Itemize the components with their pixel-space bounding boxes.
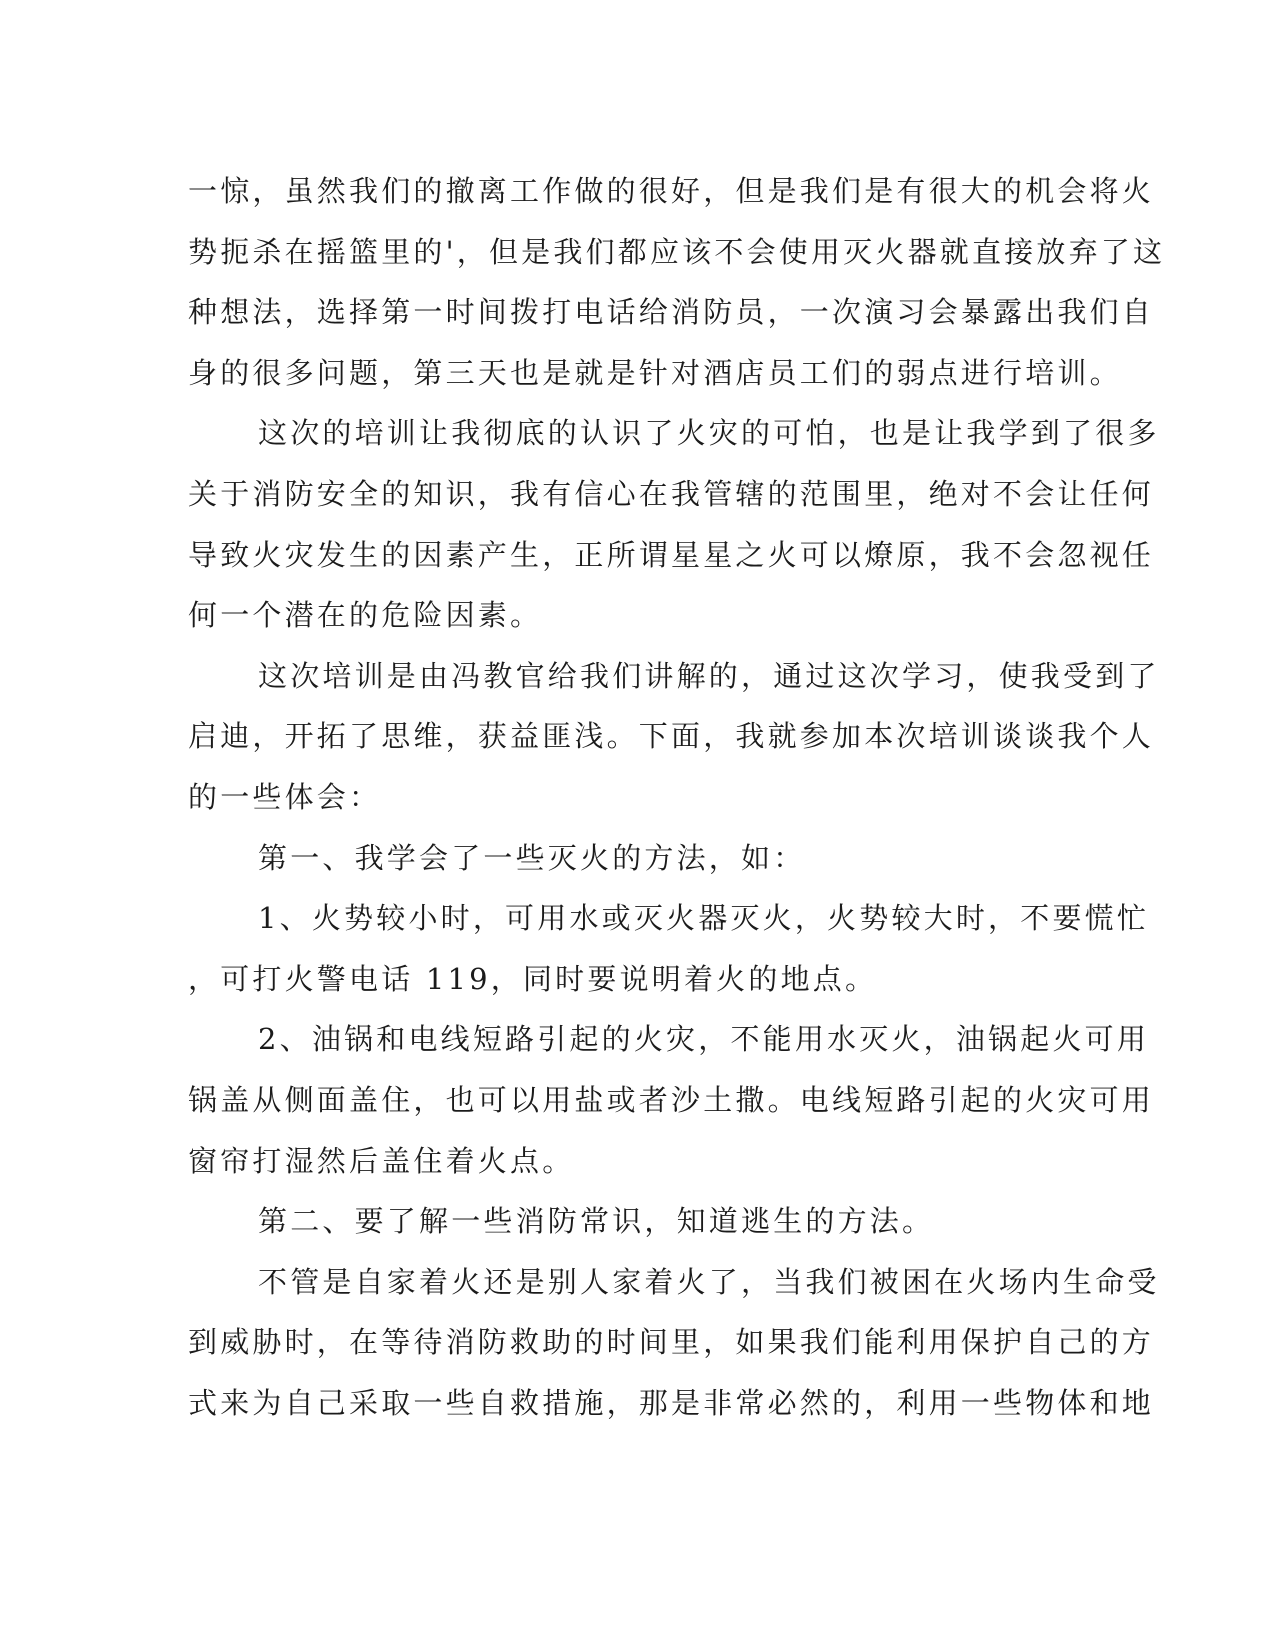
- text-line: 导致火灾发生的因素产生，正所谓星星之火可以燎原，我不会忽视任: [188, 537, 1155, 572]
- text-line: ，可打火警电话 119，同时要说明着火的地点。: [188, 961, 878, 996]
- text-line: 2、油锅和电线短路引起的火灾，不能用水灭火，油锅起火可用: [258, 1022, 1150, 1057]
- text-line: 种想法，选择第一时间拨打电话给消防员，一次演习会暴露出我们自: [188, 295, 1155, 330]
- text-line: 式来为自己采取一些自救措施，那是非常必然的，利用一些物体和地: [188, 1385, 1155, 1420]
- text-line: 一惊，虽然我们的撤离工作做的很好，但是我们是有很大的机会将火: [188, 174, 1155, 208]
- text-line: 这次的培训让我彻底的认识了火灾的可怕，也是让我学到了很多: [258, 416, 1160, 451]
- text-line: 身的很多问题，第三天也是就是针对酒店员工们的弱点进行培训。: [188, 355, 1122, 390]
- text-line: 启迪，开拓了思维，获益匪浅。下面，我就参加本次培训谈谈我个人: [188, 719, 1155, 754]
- text-line: 第二、要了解一些消防常识，知道逃生的方法。: [258, 1204, 935, 1239]
- text-line: 第一、我学会了一些灭火的方法，如：: [258, 840, 806, 875]
- text-line: 窗帘打湿然后盖住着火点。: [188, 1143, 575, 1178]
- text-line: 锅盖从侧面盖住，也可以用盐或者沙土撒。电线短路引起的火灾可用: [188, 1082, 1155, 1117]
- text-line: 1、火势较小时，可用水或灭火器灭火，火势较大时，不要慌忙: [258, 901, 1150, 936]
- text-line: 势扼杀在摇篮里的'，但是我们都应该不会使用灭火器就直接放弃了这: [188, 234, 1166, 269]
- document-body: [188, 161, 1166, 1433]
- text-line: 这次培训是由冯教官给我们讲解的，通过这次学习，使我受到了: [258, 658, 1160, 693]
- text-line: 关于消防安全的知识，我有信心在我管辖的范围里，绝对不会让任何: [188, 476, 1155, 511]
- text-line: 的一些体会：: [188, 779, 382, 814]
- text-line: 何一个潜在的危险因素。: [188, 598, 543, 633]
- text-line: 到威胁时，在等待消防救助的时间里，如果我们能利用保护自己的方: [188, 1325, 1155, 1360]
- text-line: 不管是自家着火还是别人家着火了，当我们被困在火场内生命受: [258, 1264, 1160, 1299]
